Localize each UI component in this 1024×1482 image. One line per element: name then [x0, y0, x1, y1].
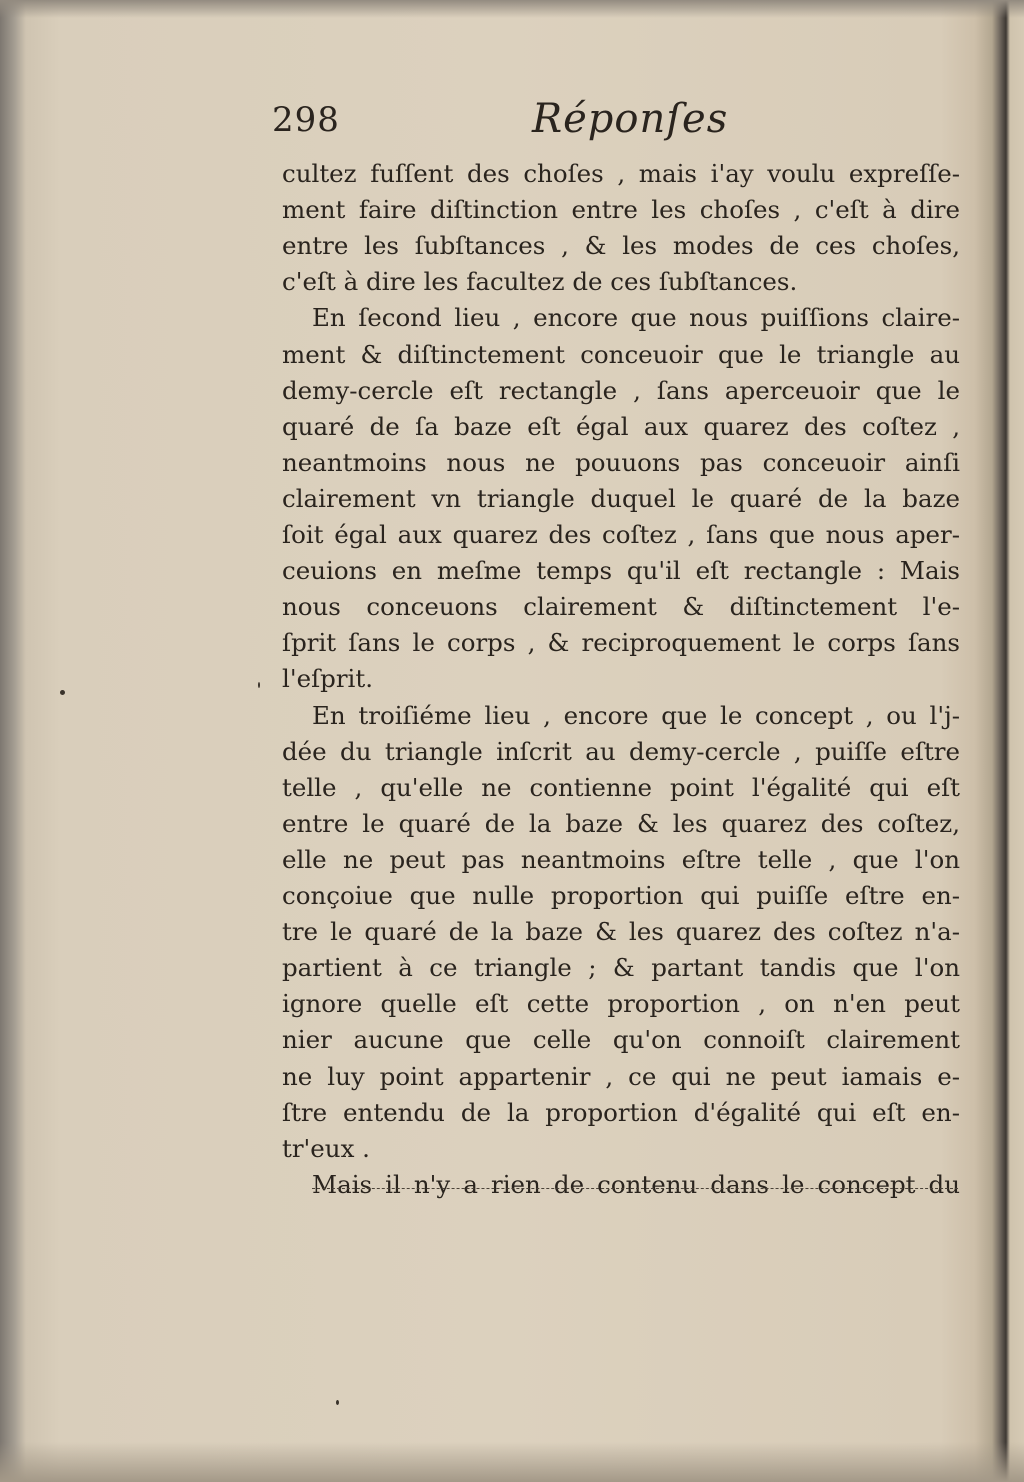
text-line: entre les ſubſtances , & les modes de ces choſes,	[282, 231, 960, 261]
text-line: ſtre entendu de la proportion d'égalité qui eſt en-	[282, 1097, 960, 1127]
page-number: 298	[272, 100, 340, 140]
text-line: telle , qu'elle ne contienne point l'égalité qui eſt	[282, 772, 960, 802]
text-line: conçoiue que nulle proportion qui puiſſe eſtre en-	[282, 881, 960, 910]
text-line: ment & diſtinctement conceuoir que le triangle au	[282, 339, 960, 369]
pencil-underline-mark	[312, 1188, 958, 1189]
ink-speck	[258, 682, 260, 688]
text-line: tre le quaré de la baze & les quarez des coſtez n'a-	[282, 917, 960, 947]
text-line: l'eſprit.	[282, 664, 374, 694]
page-header	[272, 96, 960, 156]
page-edge-shadow-bottom	[0, 1442, 1024, 1482]
text-line: elle ne peut pas neantmoins eſtre telle , que l'on	[282, 844, 960, 874]
page-edge-shadow-top	[0, 0, 1024, 18]
text-line: nier aucune que celle qu'on connoiſt clairement	[282, 1025, 960, 1055]
text-line: neantmoins nous ne pouuons pas conceuoir ainſi	[282, 447, 960, 477]
text-line: partient à ce triangle ; & partant tandis que l'on	[282, 953, 960, 983]
text-line: ment faire diſtinction entre les choſes , c'eſt à dire	[282, 195, 960, 225]
text-line: En troiſiéme lieu , encore que le concept , ou l'j-	[312, 700, 960, 730]
text-line: quaré de ſa baze eſt égal aux quarez des coſtez ,	[282, 411, 960, 441]
text-line: ceuions en meſme temps qu'il eſt rectangle : Mais	[282, 556, 960, 586]
text-line: Mais il n'y a rien de contenu dans le concept du	[312, 1169, 960, 1199]
text-line: clairement vn triangle duquel le quaré de la baze	[282, 483, 960, 513]
text-line: c'eſt à dire les facultez de ces ſubſtances.	[282, 267, 798, 297]
text-line: ne luy point appartenir , ce qui ne peut iamais e-	[282, 1061, 960, 1091]
text-line: nous conceuons clairement & diſtinctement l'e-	[282, 592, 960, 622]
ink-speck	[60, 690, 65, 695]
text-line: entre le quaré de la baze & les quarez des coſtez,	[282, 808, 960, 838]
text-line: En ſecond lieu , encore que nous puiſſions claire-	[312, 303, 960, 333]
running-head: Réponſes	[532, 96, 729, 142]
text-line: cultez fuſſent des choſes , mais i'ay voulu expreſſe-	[282, 159, 960, 188]
page-text-block	[272, 96, 960, 1199]
text-line: dée du triangle inſcrit au demy-cercle , puiſſe eſtre	[282, 736, 960, 766]
text-line: ignore quelle eſt cette proportion , on n'en peut	[282, 989, 960, 1019]
text-line: ſprit ſans le corps , & reciproquement le corps ſans	[282, 628, 960, 658]
text-line: ſoit égal aux quarez des coſtez , ſans que nous aper-	[282, 520, 960, 549]
text-line: tr'eux .	[282, 1133, 370, 1163]
ink-speck	[336, 1400, 339, 1405]
text-line: demy-cercle eſt rectangle , ſans aperceuoir que le	[282, 375, 960, 405]
